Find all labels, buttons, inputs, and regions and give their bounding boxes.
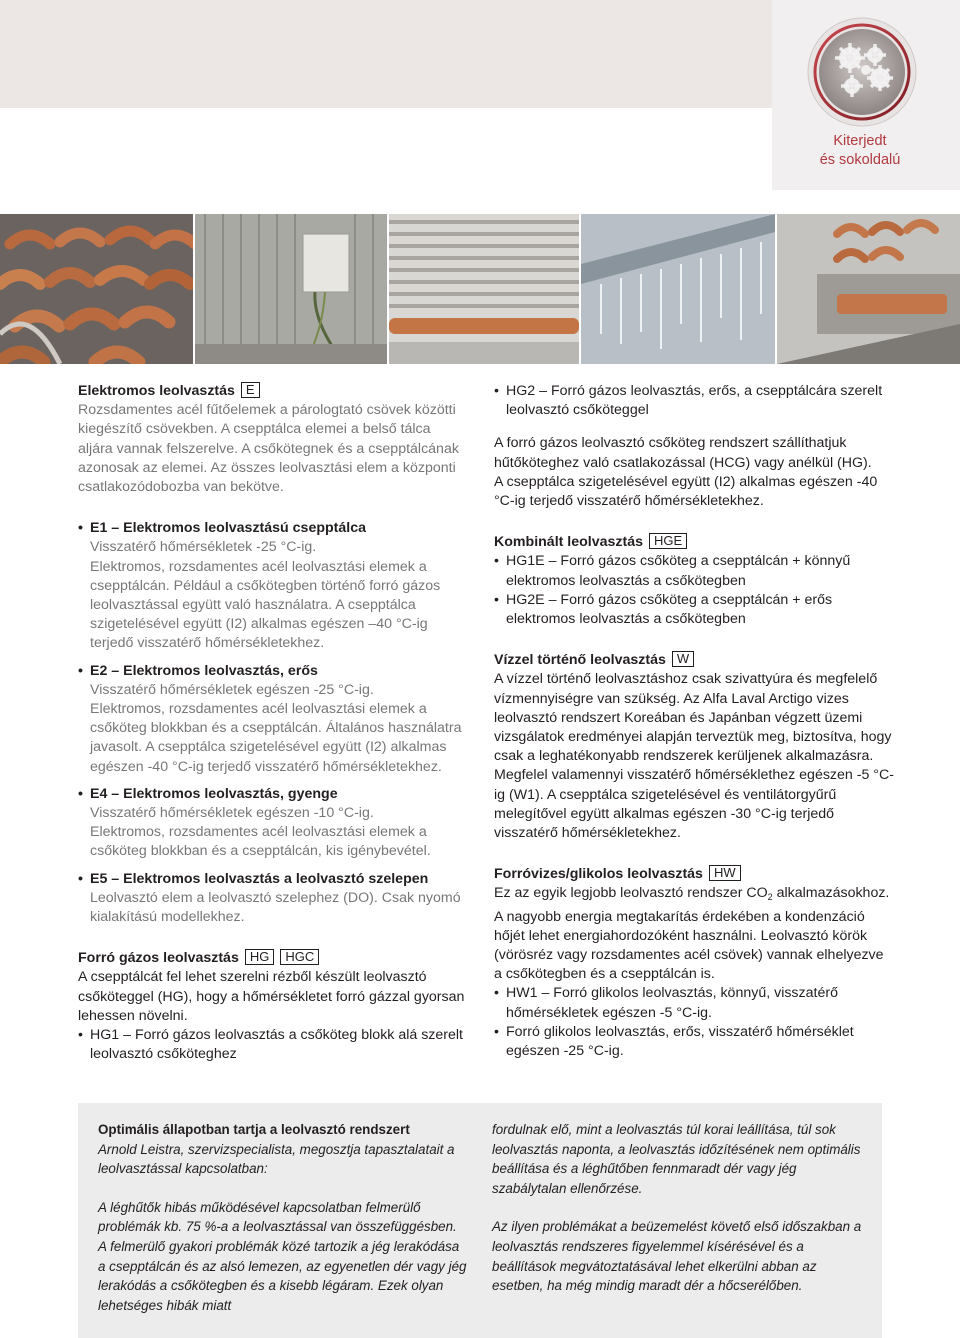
badge-label-line1: Kiterjedt xyxy=(833,133,887,149)
e5-line1: Leolvasztó elem a leolvasztó szelephez (DO). Csak nyomó kialakítású modellekhez. xyxy=(90,889,461,926)
gears-badge-icon xyxy=(806,16,918,128)
expert-tip-right-para1: fordulnak elő, mint a leolvasztás túl korai leállítása, túl sok leolvasztás naponta, a leolvasztás időzítésének nem optimális beállítása és a léghűtőben fennmaradt dér vagy jég szabálytalan ellenőrzése. xyxy=(492,1122,861,1196)
hw2-line2: egészen -25 °C-ig. xyxy=(506,1043,624,1060)
e2-line1: Visszatérő hőmérsékletek egészen -25 °C-ig. xyxy=(90,681,374,698)
tag-e: E xyxy=(241,382,260,398)
hg1e-line1: • HG1E – Forró gázos csőköteg a csepptálcán + könnyű xyxy=(494,552,894,571)
hw1-line1: • HW1 – Forró glikolos leolvasztás, könnyű, visszatérő xyxy=(494,984,894,1003)
photo-strip xyxy=(0,214,960,364)
hw2-line1: • Forró glikolos leolvasztás, erős, visszatérő hőmérséklet xyxy=(494,1023,894,1042)
hg2e-line1: • HG2E – Forró gázos csőköteg a csepptálcán + erős xyxy=(494,591,894,610)
hg-para2: A csepptálca szigetelésével együtt (I2) alkalmas egészen -40 °C-ig terjedő visszatérő hőmérsékletekhez. xyxy=(494,473,878,510)
hg2e-line2: elektromos leolvasztás a csőkötegben xyxy=(506,611,746,628)
brine-body xyxy=(494,884,894,907)
electric-defrost-body: Rozsdamentes acél fűtőelemek a párologtató csövek közötti kiegészítő csövekben. A csepptálca elemei a belső tálca aljára vannak felszerelve. A csőkötegnek és a csepptálcának azonosak az elemei. Az összes leolvasztási elem a központi csatlakozódobozba van bekötve. xyxy=(78,402,459,496)
tag-w: W xyxy=(672,651,694,667)
e1-line1: Visszatérő hőmérsékletek -25 °C-ig. xyxy=(90,539,317,556)
expert-tip-left-para: A léghűtők hibás működésével kapcsolatban felmerülő problémák kb. 75 %-a a leolvasztással van összefüggésben. A felmerülő gyakori problémák közé tartozik a jég lerakódása a csepptálcán és az alsó lemezen, az egyenetlen dér vagy jég lerakódás a csőkötegben és a kisebb légáram. Ezek olyan lehetséges hibák miatt xyxy=(98,1199,467,1313)
brine-body-sub: 2 xyxy=(767,892,773,903)
copper-coils-photo xyxy=(0,214,193,364)
electric-defrost-heading xyxy=(78,382,468,401)
drip-tray-photo xyxy=(581,214,775,364)
hotgas-body: A csepptálcát fel lehet szerelni rézből készült leolvasztó csőköteggel (HG), hogy a hőmérsékletet forró gázzal gyorsan lehessen növelni. xyxy=(78,969,465,1024)
hotgas-heading xyxy=(78,949,468,968)
water-heading xyxy=(494,651,894,670)
brine-body-pre: Ez az egyik legjobb leolvasztó rendszer CO xyxy=(494,885,768,902)
coil-block-photo xyxy=(777,214,960,364)
expert-tip-left xyxy=(98,1120,468,1315)
hg1-line1: • HG1 – Forró gázos leolvasztás a csőköteg blokk alá szerelt xyxy=(78,1026,468,1045)
e1-line2: Elektromos, rozsdamentes acél leolvasztási elemek a csepptálcán. Például a csőkötegben történő forró gázos leolvasztással együtt való használatra. A csepptálca szigetelésével együtt (I2) alkalmas egészen –40 °C-ig terjedő visszatérő hőmérsékletekhez. xyxy=(90,558,441,652)
electric-defrost-title: Elektromos leolvasztás xyxy=(78,383,235,399)
e2-line2: Elektromos, rozsdamentes acél leolvasztási elemek a csőköteg blokkban és a csepptálcán. Általános használatra javasolt. A csepptálca szigetelésével együtt (I2) alkalmas egészen -40 °C-ig terjedő visszatérő hőmérsékletekhez. xyxy=(90,701,462,775)
hg1e-line2: elektromos leolvasztás a csőkötegben xyxy=(506,572,746,589)
badge-label-line2: és sokoldalú xyxy=(819,152,901,168)
hw1-line2: hőmérsékletek egészen -5 °C-ig. xyxy=(506,1004,712,1021)
hg2-line2: leolvasztó csőköteggel xyxy=(506,402,649,419)
combined-title: Kombinált leolvasztás xyxy=(494,534,644,551)
hg-para1: A forró gázos leolvasztó csőköteg rendszert szállíthatjuk hűtőköteghez való csatlakozással (HCG) vagy anélkül (HG). xyxy=(494,435,872,471)
brine-body2: A nagyobb energia megtakarítás érdekében a kondenzáció hőjét lehet energiahordozóként használni. Leolvasztó körök (vörösréz vagy rozsdamentes acél csövek) vannak elhelyezve a csőkötegben és a csepptálcán is. xyxy=(494,908,884,983)
brine-title: Forróvizes/glikolos leolvasztás xyxy=(494,866,703,883)
tag-hg: HG xyxy=(245,949,275,965)
brine-body-post: alkalmazásokhoz. xyxy=(772,885,890,902)
expert-tip-title: Optimális állapotban tartja a leolvasztó rendszert xyxy=(98,1122,410,1137)
water-body: A vízzel történő leolvasztáshoz csak szivattyúra és megfelelő vízmennyiségre van szükség. Az Alfa Laval Arctigo vizes leolvasztó rendszert Koreában és Japánban végzett üzemi vizsgálatok eredményei alapján terveztük meg, biztosítva, hogy csak a leghatékonyabb rendszerek kerüljenek alkalmazásra. Megfelel valamennyi visszatérő hőmérséklethez egészen -5 °C-ig (W1). A csepptálca szigetelésével és ventilátorgyűrű melegítővel együtt alkalmas egészen -30 °C-ig terjedő visszatérő hőmérsékletekhez. xyxy=(494,671,894,842)
e4-line1: Visszatérő hőmérsékletek egészen -10 °C-ig. xyxy=(90,805,374,822)
combined-heading xyxy=(494,533,894,552)
e4-title: • E4 – Elektromos leolvasztás, gyenge xyxy=(78,785,468,804)
e4-line2: Elektromos, rozsdamentes acél leolvasztási elemek a csőköteg blokkban és a csepptálcán, kis igénybevétel. xyxy=(90,824,431,860)
right-column xyxy=(494,382,894,1061)
e1-title: • E1 – Elektromos leolvasztású csepptálca xyxy=(78,519,468,538)
e5-title: • E5 – Elektromos leolvasztás a leolvasztó szelepen xyxy=(78,870,468,889)
expert-tip-intro: Arnold Leistra, szervizspecialista, megosztja tapasztalatait a leolvasztással kapcsolatban: xyxy=(98,1141,455,1177)
hg1-line2: leolvasztó csőköteghez xyxy=(90,1046,237,1063)
hg2-line1: • HG2 – Forró gázos leolvasztás, erős, a csepptálcára szerelt xyxy=(494,382,894,401)
brine-heading xyxy=(494,865,894,884)
expert-tip-right xyxy=(492,1120,862,1296)
tag-hw: HW xyxy=(709,865,741,881)
tag-hge: HGE xyxy=(649,533,687,549)
tag-hgc: HGC xyxy=(280,949,319,965)
badge-label xyxy=(790,132,930,170)
control-box-photo xyxy=(195,214,387,364)
left-column xyxy=(78,382,468,1065)
heater-elements-photo xyxy=(389,214,579,364)
header-band xyxy=(0,0,772,108)
expert-tip-right-para2: Az ilyen problémákat a beüzemelést követő első időszakban a leolvasztás rendszeres figyelemmel kísérésével és a beállítások megvátoztatásával lehet elkerülni abban az esetben, ha még mindig maradt dér a hőcserélőben. xyxy=(492,1219,862,1294)
hotgas-title: Forró gázos leolvasztás xyxy=(78,950,239,967)
e2-title: • E2 – Elektromos leolvasztás, erős xyxy=(78,662,468,681)
water-title: Vízzel történő leolvasztás xyxy=(494,652,666,669)
